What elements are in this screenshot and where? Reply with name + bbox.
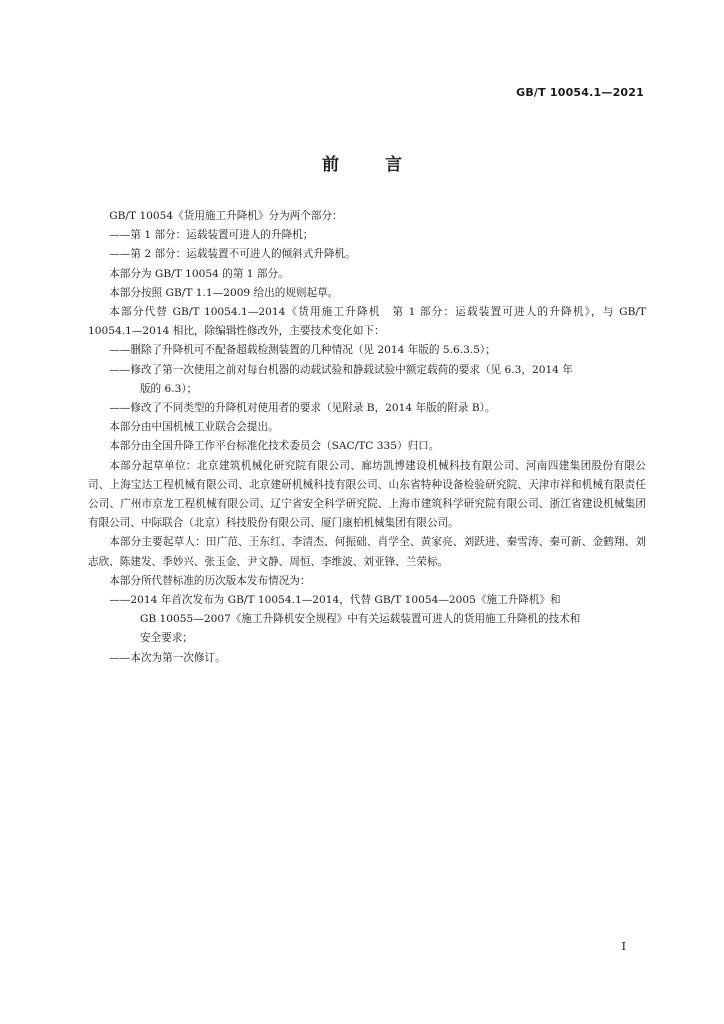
list-item-change-1: ——删除了升降机可不配备超载检测装置的几种情况（见 2014 年版的 5.6.3.5）； [109, 344, 496, 357]
paragraph-history-intro: 本部分所代替标准的历次版本发布情况为： [109, 574, 311, 587]
page-title: 前 言 [322, 155, 402, 175]
list-item-history-1-cont2: 安全要求； [139, 632, 193, 645]
list-item-history-2: ——本次为第一次修订。 [109, 651, 226, 664]
standard-code: GB/T 10054.1—2021 [516, 86, 644, 99]
list-item-part-1: ——第 1 部分：运载装置可进人的升降机； [109, 229, 314, 242]
list-item-part-2: ——第 2 部分：运载装置不可进人的倾斜式升降机。 [109, 248, 356, 261]
paragraph-under-jurisdiction: 本部分由全国升降工作平台标准化技术委员会（SAC/TC 335）归口。 [109, 440, 440, 453]
list-item-history-1-cont: GB 10055—2007《施工升降机安全规程》中有关运载装置可进人的货用施工升降机的技术和 [139, 613, 581, 626]
foreword-body [88, 207, 646, 668]
paragraph-drafting-units: 本部分起草单位：北京建筑机械化研究院有限公司、廊坊凯博建设机械科技有限公司、河南四建集团股份有限公司、上海宝达工程机械有限公司、北京建研机械科技有限公司、山东省特种设备检验研究院、天津市祥和机械有限责任公司、广州市京龙工程机械有限公司、辽宁省安全科学研究院、上海市建筑科学研究院有限公司、浙江省建设机械集团有限公司、中际联合（北京）科技股份有限公司、厦门康柏机械集团有限公司。 [88, 459, 646, 530]
paragraph-this-part: 本部分为 GB/T 10054 的第 1 部分。 [109, 267, 289, 280]
page-number: I [621, 940, 626, 953]
paragraph-drafting-rules: 本部分按照 GB/T 1.1—2009 给出的规则起草。 [109, 286, 339, 299]
list-item-change-2: ——修改了第一次使用之前对每台机器的动载试验和静载试验中额定载荷的要求（见 6.3，2014 年 [109, 363, 573, 376]
paragraph-proposed-by: 本部分由中国机械工业联合会提出。 [109, 421, 279, 434]
paragraph-parts-intro: GB/T 10054《货用施工升降机》分为两个部分： [109, 210, 343, 222]
list-item-change-2-cont: 版的 6.3）； [139, 382, 198, 395]
list-item-change-3: ——修改了不同类型的升降机对使用者的要求（见附录 B，2014 年版的附录 B）。 [109, 402, 496, 415]
paragraph-replaces: 本部分代替 GB/T 10054.1—2014《货用施工升降机 第 1 部分：运载装置可进人的升降机》，与 GB/T 10054.1—2014 相比，除编辑性修改外，主要技术变化如下： [88, 306, 646, 338]
paragraph-drafters: 本部分主要起草人：田广范、王东红、李清杰、何振础、肖学全、黄家亮、刘跃进、秦雪涛、秦可新、金鹤翔、刘志欣、陈建发、季妙兴、张玉金、尹文静、周恒、李维波、刘亚锋、兰荣标。 [88, 536, 646, 568]
list-item-history-1: ——2014 年首次发布为 GB/T 10054.1—2014，代替 GB/T 10054—2005《施工升降机》和 [109, 594, 561, 607]
